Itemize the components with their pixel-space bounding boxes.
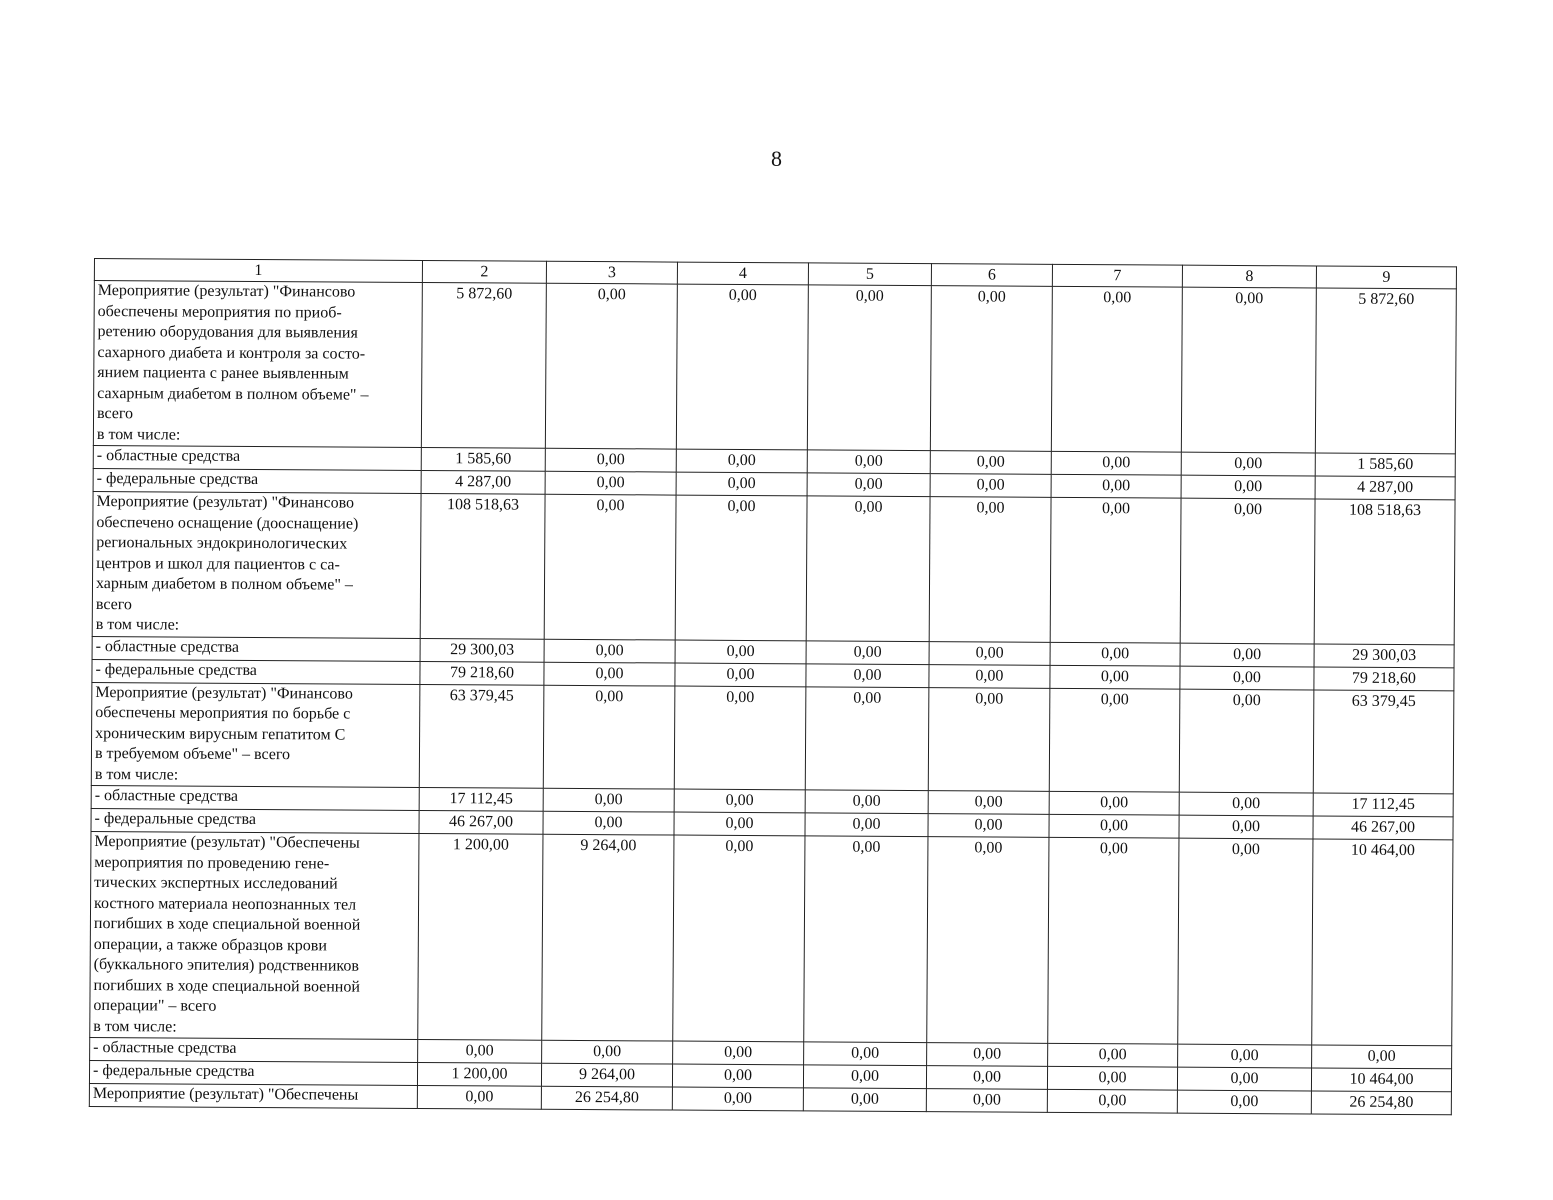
- row-label: - областные средства: [93, 445, 421, 470]
- cell-value-col-2: 79 218,60: [420, 661, 544, 685]
- cell-value-col-5: 0,00: [806, 640, 929, 664]
- cell-value-col-3: 9 264,00: [541, 1063, 672, 1087]
- cell-value-col-6: 0,00: [927, 837, 1049, 1044]
- cell-value-col-2: 17 112,45: [419, 787, 543, 811]
- cell-value-col-6: 0,00: [929, 664, 1050, 688]
- row-label-line: Мероприятие (результат) "Финансово: [96, 493, 355, 512]
- cell-value-col-4: 0,00: [675, 495, 807, 640]
- cell-value-col-3: 0,00: [544, 639, 675, 663]
- cell-value-col-5: 0,00: [805, 790, 928, 814]
- column-header: 5: [808, 263, 931, 286]
- row-label: - федеральные средства: [91, 808, 419, 833]
- cell-value-col-6: 0,00: [928, 687, 1050, 791]
- column-header: 2: [422, 261, 546, 284]
- cell-value-col-7: 0,00: [1047, 1066, 1177, 1090]
- row-label-line: янием пациента с ранее выявленным: [97, 364, 349, 383]
- cell-value-col-4: 0,00: [676, 284, 808, 450]
- cell-value-col-9: 108 518,63: [1314, 499, 1455, 644]
- column-header: 6: [931, 264, 1052, 287]
- row-label-line: харным диабетом в полном объеме" –: [95, 575, 353, 594]
- row-label: [91, 682, 420, 788]
- cell-value-col-9: 17 112,45: [1313, 793, 1453, 817]
- column-header: 1: [94, 259, 422, 283]
- cell-value-col-5: 0,00: [807, 450, 930, 474]
- row-label-line: центров и школ для пациентов с са-: [96, 554, 340, 574]
- cell-value-col-6: 0,00: [926, 1066, 1047, 1090]
- cell-value-col-3: 0,00: [544, 494, 676, 639]
- cell-value-col-7: 0,00: [1050, 665, 1180, 689]
- cell-value-col-5: 0,00: [804, 1042, 927, 1066]
- row-label-line: сахарного диабета и контроля за состо-: [97, 343, 366, 363]
- row-label-line: костного материала неопознанных тел: [94, 894, 357, 914]
- cell-value-col-8: 0,00: [1177, 1067, 1311, 1091]
- cell-value-col-7: 0,00: [1049, 814, 1179, 838]
- row-label-line: обеспечены мероприятия по приоб-: [97, 302, 342, 322]
- cell-value-col-4: 0,00: [674, 789, 805, 813]
- cell-value-col-8: 0,00: [1177, 1090, 1311, 1114]
- cell-value-col-5: 0,00: [806, 496, 930, 641]
- cell-value-col-4: 0,00: [675, 663, 806, 687]
- cell-value-col-4: 0,00: [675, 640, 806, 664]
- cell-value-col-9: 46 267,00: [1313, 816, 1453, 840]
- row-label: [90, 831, 419, 1039]
- cell-value-col-4: 0,00: [674, 686, 806, 790]
- cell-value-col-4: 0,00: [673, 1041, 804, 1065]
- table-row-measure: [91, 682, 1454, 794]
- cell-value-col-5: 0,00: [807, 285, 931, 451]
- cell-value-col-8: 0,00: [1179, 792, 1313, 816]
- row-label: - федеральные средства: [93, 468, 421, 493]
- cell-value-col-5: 0,00: [803, 1088, 926, 1112]
- cell-value-col-7: 0,00: [1050, 642, 1180, 666]
- cell-value-col-7: 0,00: [1048, 837, 1179, 1044]
- cell-value-col-6: 0,00: [930, 451, 1051, 475]
- column-header: 3: [546, 261, 677, 284]
- budget-table: [89, 258, 1457, 1115]
- cell-value-col-6: 0,00: [930, 474, 1051, 498]
- cell-value-col-9: 10 464,00: [1312, 839, 1453, 1046]
- row-label-line: в том числе:: [94, 765, 179, 784]
- cell-value-col-6: 0,00: [929, 641, 1050, 665]
- row-label: - областные средства: [90, 1037, 418, 1062]
- cell-value-col-7: 0,00: [1049, 688, 1180, 792]
- row-label-line: обеспечены мероприятия по борьбе с: [95, 704, 351, 723]
- column-header: 7: [1052, 264, 1182, 287]
- cell-value-col-3: 0,00: [542, 1040, 673, 1064]
- row-label: Мероприятие (результат) "Обеспечены: [89, 1083, 417, 1108]
- row-label-line: в том числе:: [93, 1017, 177, 1036]
- row-label-line: хроническим вирусным гепатитом С: [95, 724, 346, 744]
- row-label-line: погибших в ходе специальной военной: [93, 915, 361, 934]
- row-label-line: всего: [96, 405, 134, 423]
- row-label-line: региональных эндокринологических: [96, 534, 348, 553]
- row-label-line: в том числе:: [95, 616, 180, 634]
- cell-value-col-2: 1 200,00: [417, 1062, 541, 1086]
- cell-value-col-6: 0,00: [928, 814, 1049, 838]
- row-label-line: в том числе:: [96, 425, 181, 444]
- cell-value-col-8: 0,00: [1178, 838, 1313, 1045]
- row-label: [93, 281, 422, 448]
- cell-value-col-8: 0,00: [1178, 1044, 1312, 1068]
- cell-value-col-5: 0,00: [807, 473, 930, 497]
- cell-value-col-8: 0,00: [1180, 498, 1315, 643]
- row-label-line: операции, а также образцов крови: [93, 935, 327, 954]
- cell-value-col-3: 0,00: [543, 685, 675, 789]
- cell-value-col-9: 0,00: [1312, 1045, 1452, 1069]
- cell-value-col-3: 0,00: [545, 448, 676, 472]
- row-label-line: ретению оборудования для выявления: [97, 323, 358, 342]
- cell-value-col-9: 26 254,80: [1311, 1091, 1451, 1115]
- row-label: - областные средства: [92, 636, 420, 661]
- cell-value-col-9: 79 218,60: [1314, 666, 1454, 690]
- cell-value-col-4: 0,00: [672, 1064, 803, 1088]
- page-number: 8: [771, 146, 782, 171]
- cell-value-col-4: 0,00: [676, 449, 807, 473]
- row-label-line: всего: [95, 595, 132, 613]
- row-label-line: тических экспертных исследований: [94, 874, 338, 893]
- cell-value-col-9: 4 287,00: [1315, 476, 1455, 500]
- cell-value-col-4: 0,00: [674, 812, 805, 836]
- cell-value-col-8: 0,00: [1181, 475, 1315, 499]
- cell-value-col-5: 0,00: [806, 663, 929, 687]
- cell-value-col-8: 0,00: [1180, 643, 1314, 667]
- cell-value-col-5: 0,00: [803, 1065, 926, 1089]
- table-row-measure: [92, 491, 1455, 644]
- cell-value-col-9: 1 585,60: [1315, 453, 1455, 477]
- cell-value-col-4: 0,00: [673, 835, 805, 1042]
- cell-value-col-8: 0,00: [1180, 666, 1314, 690]
- row-label: - областные средства: [91, 785, 419, 810]
- cell-value-col-9: 5 872,60: [1315, 288, 1456, 454]
- cell-value-col-2: 0,00: [418, 1039, 542, 1063]
- cell-value-col-8: 0,00: [1181, 452, 1315, 476]
- cell-value-col-7: 0,00: [1049, 791, 1179, 815]
- cell-value-col-7: 0,00: [1051, 474, 1181, 498]
- cell-value-col-8: 0,00: [1179, 689, 1314, 793]
- cell-value-col-2: 108 518,63: [420, 494, 545, 639]
- cell-value-col-3: 0,00: [545, 471, 676, 495]
- row-label-line: сахарным диабетом в полном объеме" –: [97, 384, 369, 404]
- cell-value-col-9: 63 379,45: [1313, 689, 1454, 793]
- cell-value-col-3: 0,00: [545, 283, 677, 449]
- cell-value-col-3: 9 264,00: [542, 834, 674, 1041]
- cell-value-col-2: 4 287,00: [421, 471, 545, 495]
- row-label-line: в требуемом объеме" – всего: [94, 745, 291, 764]
- row-label-line: Мероприятие (результат) "Обеспечены: [94, 833, 360, 852]
- row-label-line: погибших в ходе специальной военной: [93, 976, 361, 996]
- cell-value-col-7: 0,00: [1050, 497, 1181, 642]
- budget-table-wrapper: [89, 258, 1456, 1115]
- cell-value-col-2: 1 200,00: [418, 833, 543, 1040]
- cell-value-col-6: 0,00: [927, 1043, 1048, 1067]
- cell-value-col-2: 63 379,45: [419, 684, 544, 788]
- cell-value-col-7: 0,00: [1048, 1043, 1178, 1067]
- cell-value-col-3: 26 254,80: [541, 1086, 672, 1110]
- cell-value-col-7: 0,00: [1051, 286, 1182, 452]
- row-label-line: (буккального эпителия) родственников: [93, 956, 360, 975]
- cell-value-col-4: 0,00: [672, 1087, 803, 1111]
- cell-value-col-9: 10 464,00: [1311, 1068, 1451, 1092]
- table-row-measure: [90, 831, 1453, 1045]
- cell-value-col-5: 0,00: [804, 836, 928, 1043]
- cell-value-col-6: 0,00: [929, 497, 1051, 642]
- row-label-line: Мероприятие (результат) "Финансово: [95, 683, 353, 703]
- cell-value-col-3: 0,00: [543, 811, 674, 835]
- row-label-line: мероприятия по проведению гене-: [94, 853, 330, 872]
- cell-value-col-4: 0,00: [676, 472, 807, 496]
- cell-value-col-5: 0,00: [805, 813, 928, 837]
- row-label: [92, 491, 421, 638]
- row-label-line: операции" – всего: [93, 997, 217, 1015]
- cell-value-col-6: 0,00: [928, 791, 1049, 815]
- cell-value-col-6: 0,00: [926, 1089, 1047, 1113]
- cell-value-col-5: 0,00: [805, 686, 929, 790]
- cell-value-col-3: 0,00: [543, 788, 674, 812]
- cell-value-col-8: 0,00: [1181, 287, 1316, 453]
- column-header: 9: [1316, 266, 1456, 289]
- cell-value-col-6: 0,00: [930, 286, 1052, 452]
- cell-value-col-9: 29 300,03: [1314, 643, 1454, 667]
- cell-value-col-7: 0,00: [1047, 1089, 1177, 1113]
- row-label: - федеральные средства: [92, 659, 420, 684]
- column-header: 4: [677, 262, 808, 285]
- cell-value-col-7: 0,00: [1051, 451, 1181, 475]
- cell-value-col-2: 29 300,03: [420, 638, 544, 662]
- cell-value-col-8: 0,00: [1179, 815, 1313, 839]
- table-body: [89, 259, 1456, 1115]
- column-header: 8: [1182, 265, 1316, 288]
- cell-value-col-2: 5 872,60: [421, 283, 546, 449]
- cell-value-col-3: 0,00: [544, 662, 675, 686]
- row-label: - федеральные средства: [89, 1060, 417, 1085]
- row-label-line: Мероприятие (результат) "Финансово: [97, 282, 356, 301]
- cell-value-col-2: 0,00: [417, 1085, 541, 1109]
- row-label-line: обеспечено оснащение (дооснащение): [96, 513, 359, 533]
- cell-value-col-2: 46 267,00: [419, 810, 543, 834]
- table-row-measure: [93, 281, 1456, 454]
- cell-value-col-2: 1 585,60: [421, 448, 545, 472]
